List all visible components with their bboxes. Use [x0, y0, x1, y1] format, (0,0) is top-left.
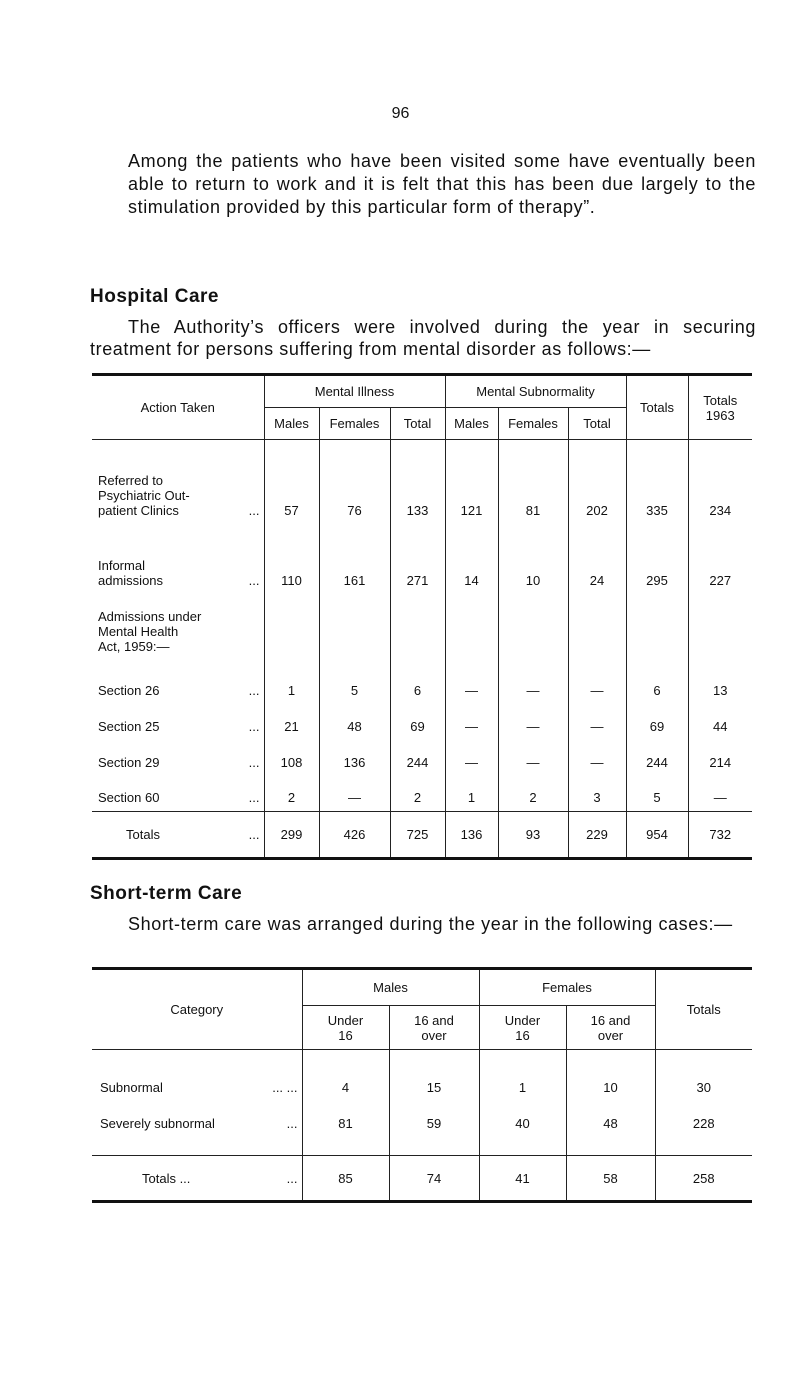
row-label [92, 740, 264, 776]
cell-value: 6 [626, 660, 688, 704]
cell-value: 244 [390, 740, 445, 776]
header-mi-total: Total [390, 408, 445, 440]
totals-label [92, 1156, 302, 1202]
totals-value: 229 [568, 812, 626, 859]
header-totals: Totals [626, 375, 688, 440]
table-row [92, 440, 752, 524]
header-category: Category [170, 1002, 224, 1017]
cell-value: 136 [319, 740, 390, 776]
cell-value: 5 [319, 660, 390, 704]
cell-value: 227 [688, 524, 752, 594]
header-mi-males: Males [264, 408, 319, 440]
cell-value: 48 [319, 704, 390, 740]
cell-value: 335 [626, 440, 688, 524]
cell-value: — [568, 740, 626, 776]
table-row [92, 740, 752, 776]
header-ms-females: Females [498, 408, 568, 440]
cell-value: 40 [479, 1106, 566, 1142]
row-label-text: admissions [98, 572, 164, 588]
totals-value: 299 [264, 812, 319, 859]
cell-value: 24 [568, 524, 626, 594]
row-label-line [98, 473, 264, 488]
page-number: 96 [391, 105, 410, 122]
header-action-taken: Action Taken [140, 400, 215, 415]
under16-line2: 16 [338, 1027, 353, 1043]
row-dots: ... [248, 718, 260, 734]
cell-value: 244 [626, 740, 688, 776]
totals-value: 954 [626, 812, 688, 859]
row-label [92, 1070, 302, 1106]
header-females-under16 [479, 1006, 566, 1050]
row-label-text: Informal [98, 557, 145, 573]
table-row [92, 1070, 752, 1106]
cell-value [626, 594, 688, 660]
cell-value: — [498, 704, 568, 740]
table-row [92, 594, 752, 660]
table-row [92, 704, 752, 740]
row-label-text: Section 25 [98, 718, 160, 734]
row-label-text: Severely subnormal [100, 1116, 215, 1131]
cell-value: 15 [389, 1070, 479, 1106]
cell-value: 10 [566, 1070, 655, 1106]
header-females: Females [479, 969, 655, 1006]
header-males-16over [389, 1006, 479, 1050]
cell-value: 59 [389, 1106, 479, 1142]
table-row [92, 1106, 752, 1142]
row-label-line [98, 609, 264, 624]
intro-paragraph: Among the patients who have been visited some have eventually been able to return to work and it is felt that this has been due largely to the stimulation provided by this particular form of therapy”. [128, 151, 756, 217]
row-label-text: Section 60 [98, 790, 160, 805]
row-label-text: Admissions under [98, 608, 202, 624]
cell-value: 1 [479, 1070, 566, 1106]
cell-value: 13 [688, 660, 752, 704]
totals-value: 136 [445, 812, 498, 859]
row-label-line [98, 755, 264, 770]
under16-line2: 16 [515, 1027, 530, 1043]
header-ms-males: Males [445, 408, 498, 440]
table-row [92, 524, 752, 594]
row-label-text: Subnormal [100, 1080, 163, 1095]
cell-value: — [498, 660, 568, 704]
totals-row [92, 812, 752, 859]
table-row [92, 660, 752, 704]
cell-value: 81 [302, 1106, 389, 1142]
cell-value: 81 [498, 440, 568, 524]
row-dots: ... [248, 790, 260, 805]
cell-value: 121 [445, 440, 498, 524]
cell-value [390, 594, 445, 660]
totals-value: 732 [688, 812, 752, 859]
cell-value: 271 [390, 524, 445, 594]
row-label-line [98, 790, 264, 805]
row-label-line [98, 488, 264, 503]
totals-label [92, 812, 264, 859]
header-totals-1963 [688, 375, 752, 440]
totals-value: 426 [319, 812, 390, 859]
cell-value: 234 [688, 440, 752, 524]
under16-line1: Under [327, 1012, 364, 1028]
row-label [92, 440, 264, 524]
header-totals-1963-line1: Totals [703, 392, 738, 408]
row-label [92, 776, 264, 812]
short-term-care-heading: Short-term Care [90, 883, 243, 904]
cell-value: 1 [264, 660, 319, 704]
cell-value: 2 [390, 776, 445, 812]
row-label [92, 660, 264, 704]
row-label-text: Mental Health [98, 623, 179, 639]
totals-value: 93 [498, 812, 568, 859]
row-label-text: Section 29 [98, 754, 160, 770]
cell-value [319, 594, 390, 660]
row-label [92, 524, 264, 594]
totals-value: 58 [566, 1156, 655, 1202]
cell-value: — [688, 776, 752, 812]
cell-value: — [445, 660, 498, 704]
row-label-line [98, 558, 264, 573]
row-dots: ... [248, 754, 260, 770]
row-label-line [98, 719, 264, 734]
row-label-text: Section 26 [98, 682, 160, 698]
cell-value: 48 [566, 1106, 655, 1142]
row-label-text: patient Clinics [98, 502, 179, 518]
cell-value [264, 594, 319, 660]
totals-row [92, 1156, 752, 1202]
cell-value: 69 [626, 704, 688, 740]
row-dots: ... ... [272, 1080, 298, 1095]
totals-value: 41 [479, 1156, 566, 1202]
short-term-care-text: Short-term care was arranged during the year in the following cases:— [128, 914, 733, 934]
totals-dots: ... [286, 1170, 298, 1186]
row-label [92, 704, 264, 740]
hospital-care-table [92, 373, 752, 860]
cell-value: 295 [626, 524, 688, 594]
header-males-under16 [302, 1006, 389, 1050]
cell-value: 4 [302, 1070, 389, 1106]
cell-value: 21 [264, 704, 319, 740]
16over-line2: over [421, 1027, 447, 1043]
cell-value: 10 [498, 524, 568, 594]
hospital-care-text: The Authority’s officers were involved during the year in securing treatment for persons suffering from mental disorder as follows:— [90, 317, 756, 359]
16over-line2: over [597, 1027, 624, 1043]
cell-value: 14 [445, 524, 498, 594]
header-females-16over [566, 1006, 655, 1050]
cell-value: 108 [264, 740, 319, 776]
cell-value: 133 [390, 440, 445, 524]
row-label-line [98, 639, 264, 654]
cell-value: 69 [390, 704, 445, 740]
row-dots: ... [286, 1116, 298, 1131]
cell-value: — [568, 704, 626, 740]
cell-value: 214 [688, 740, 752, 776]
cell-value: 30 [655, 1070, 752, 1106]
totals-dots: ... [248, 827, 260, 842]
cell-value: 2 [264, 776, 319, 812]
cell-value: — [445, 704, 498, 740]
row-dots: ... [248, 572, 260, 588]
totals-label-text: Totals ... [142, 1170, 191, 1186]
header-mi-females: Females [319, 408, 390, 440]
cell-value: 1 [445, 776, 498, 812]
header-males: Males [302, 969, 479, 1006]
cell-value: — [319, 776, 390, 812]
under16-line1: Under [504, 1012, 541, 1028]
cell-value [568, 594, 626, 660]
cell-value: 3 [568, 776, 626, 812]
cell-value: — [568, 660, 626, 704]
cell-value: 76 [319, 440, 390, 524]
header-totals-1963-line2: 1963 [705, 407, 735, 423]
row-label-line [98, 573, 264, 588]
totals-value: 725 [390, 812, 445, 859]
header-totals: Totals [655, 969, 752, 1050]
cell-value: 228 [655, 1106, 752, 1142]
row-label-line [100, 1116, 302, 1131]
row-label-line [98, 683, 264, 698]
cell-value: — [445, 740, 498, 776]
cell-value: 161 [319, 524, 390, 594]
header-ms-total: Total [568, 408, 626, 440]
totals-value: 85 [302, 1156, 389, 1202]
row-label [92, 1106, 302, 1142]
cell-value: 44 [688, 704, 752, 740]
row-label-line [98, 503, 264, 518]
cell-value [498, 594, 568, 660]
totals-value: 258 [655, 1156, 752, 1202]
cell-value [688, 594, 752, 660]
row-label-text: Act, 1959:— [98, 638, 170, 654]
16over-line1: 16 and [414, 1012, 454, 1028]
cell-value: 57 [264, 440, 319, 524]
row-label-text: Psychiatric Out- [98, 487, 190, 503]
cell-value: 2 [498, 776, 568, 812]
header-mental-illness: Mental Illness [264, 375, 445, 408]
row-label-text: Referred to [98, 472, 164, 488]
table-row [92, 776, 752, 812]
hospital-care-heading: Hospital Care [90, 286, 219, 307]
totals-label-text: Totals [126, 827, 160, 842]
row-label [92, 594, 264, 660]
cell-value: — [498, 740, 568, 776]
totals-value: 74 [389, 1156, 479, 1202]
row-label-line [98, 624, 264, 639]
short-term-care-table [92, 967, 752, 1203]
cell-value: 110 [264, 524, 319, 594]
row-label-line [100, 1080, 302, 1095]
cell-value: 202 [568, 440, 626, 524]
header-mental-subnormality: Mental Subnormality [445, 375, 626, 408]
row-dots: ... [248, 682, 260, 698]
cell-value: 5 [626, 776, 688, 812]
16over-line1: 16 and [590, 1012, 631, 1028]
row-dots: ... [248, 502, 260, 518]
cell-value [445, 594, 498, 660]
cell-value: 6 [390, 660, 445, 704]
